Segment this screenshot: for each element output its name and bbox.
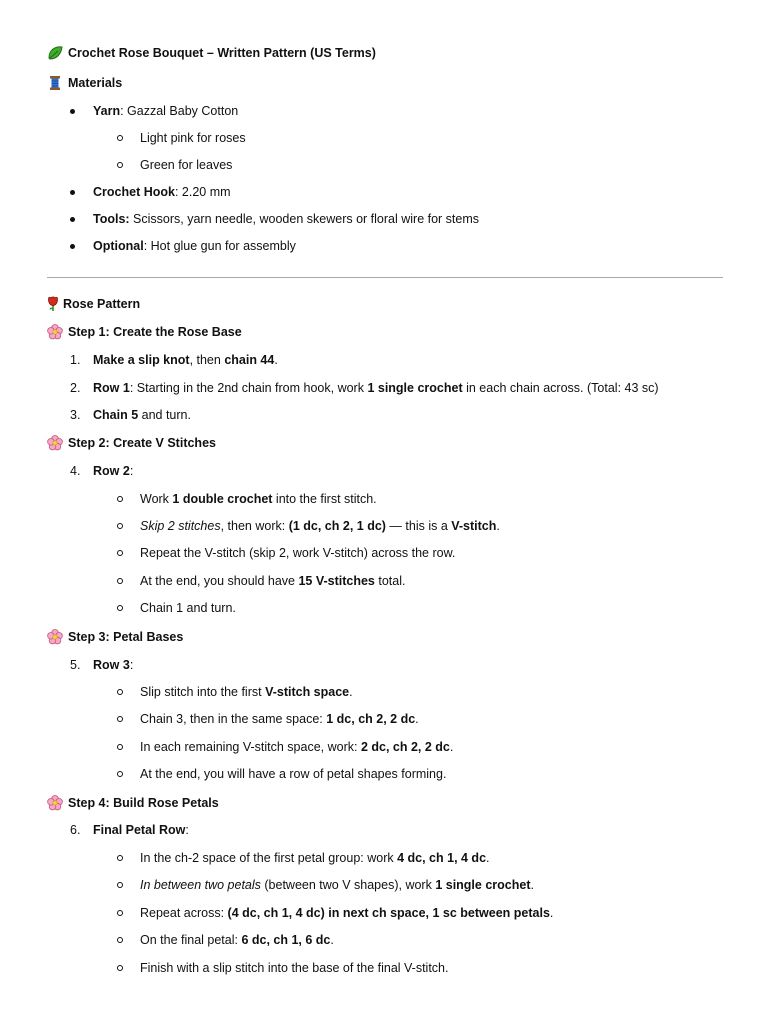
bold-text: chain 44 (224, 353, 275, 367)
text: . (530, 878, 534, 892)
text: total. (374, 574, 406, 588)
text: . (549, 906, 554, 920)
leaf-icon (47, 45, 63, 61)
sub-bullet (117, 496, 123, 502)
step-1-item-1 (70, 352, 278, 368)
step-4-heading-text: Step 4: Build Rose Petals (68, 796, 219, 810)
text: . (415, 712, 419, 726)
text: Repeat across: (140, 906, 228, 920)
list-item-tools (93, 211, 479, 227)
step-1-item-2 (70, 380, 659, 396)
step-1-item-3 (70, 407, 191, 423)
text: . (449, 740, 454, 754)
pink-flower-icon (47, 435, 63, 451)
step-2-sub-5 (140, 600, 236, 616)
optional-value: : Hot glue gun for assembly (143, 239, 296, 253)
text: : Starting in the 2nd chain from hook, work (129, 381, 368, 395)
step-2-heading (47, 435, 216, 451)
rose-icon (47, 296, 59, 312)
step-3-heading-text: Step 3: Petal Bases (68, 630, 184, 644)
list-item-optional (93, 238, 296, 254)
text: in each chain across. (Total: 43 sc) (462, 381, 659, 395)
step-2-sub-2 (140, 518, 500, 534)
yarn-value: : Gazzal Baby Cotton (120, 104, 239, 118)
bold-text: Row 2 (93, 464, 130, 478)
horizontal-rule (47, 277, 723, 278)
step-3-sub-4 (140, 766, 446, 782)
bold-text: V-stitch space (265, 685, 350, 699)
bullet (70, 109, 75, 114)
item-number: 6. (70, 823, 81, 837)
step-3-sub-1 (140, 684, 353, 700)
step-2-item-4 (70, 463, 134, 479)
step-2-sub-1 (140, 491, 377, 507)
list-subitem-green (140, 157, 232, 173)
text: : (129, 464, 134, 478)
bold-text: 4 dc, ch 1, 4 dc (397, 851, 487, 865)
item-number: 2. (70, 381, 81, 395)
text: . (349, 685, 353, 699)
bold-text: V-stitch (451, 519, 497, 533)
text: Finish with a slip stitch into the base of the final V-stitch. (140, 961, 449, 975)
step-3-heading (47, 629, 183, 645)
step-1-heading (47, 324, 242, 340)
item-number: 5. (70, 658, 81, 672)
text: into the first stitch. (272, 492, 377, 506)
step-4-item-6 (70, 822, 189, 838)
sub-bullet (117, 937, 123, 943)
text: , then work: (220, 519, 289, 533)
bullet (70, 190, 75, 195)
step-4-heading (47, 795, 219, 811)
bold-text: Final Petal Row (93, 823, 186, 837)
sub-bullet (117, 550, 123, 556)
sub-bullet (117, 910, 123, 916)
sub-bullet (117, 162, 123, 168)
sub-bullet (117, 135, 123, 141)
sub-bullet (117, 771, 123, 777)
bold-text: 1 double crochet (172, 492, 273, 506)
text: : (129, 658, 134, 672)
thread-spool-icon (47, 75, 63, 91)
text: In each remaining V-stitch space, work: (140, 740, 361, 754)
bold-text: Row 1 (93, 381, 130, 395)
title-text: Crochet Rose Bouquet – Written Pattern (US Terms) (68, 46, 376, 60)
text: (between two V shapes), work (260, 878, 436, 892)
pink-flower-icon (47, 795, 63, 811)
text: Slip stitch into the first (140, 685, 266, 699)
list-item-yarn (93, 103, 238, 119)
step-4-sub-4 (140, 932, 334, 948)
subitem-text: Light pink for roses (140, 131, 246, 145)
hook-value: : 2.20 mm (174, 185, 231, 199)
sub-bullet (117, 578, 123, 584)
text: Repeat the V-stitch (skip 2, work V-stitch) across the row. (140, 546, 456, 560)
text: On the final petal: (140, 933, 242, 947)
sub-bullet (117, 605, 123, 611)
sub-bullet (117, 744, 123, 750)
text: and turn. (138, 408, 191, 422)
step-3-sub-3 (140, 739, 453, 755)
text: . (274, 353, 278, 367)
materials-heading-text: Materials (68, 76, 123, 90)
text: In the ch-2 space of the first petal group: work (140, 851, 398, 865)
bullet (70, 244, 75, 249)
list-subitem-light-pink (140, 130, 246, 146)
sub-bullet (117, 523, 123, 529)
bold-text: (1 dc, ch 2, 1 dc) (288, 519, 386, 533)
italic-text: In between two petals (140, 878, 261, 892)
bullet (70, 217, 75, 222)
text: At the end, you should have (140, 574, 299, 588)
italic-text: Skip 2 stitches (140, 519, 221, 533)
text: — this is a (385, 519, 452, 533)
bold-text: 1 dc, ch 2, 2 dc (326, 712, 416, 726)
text: . (496, 519, 500, 533)
step-3-sub-2 (140, 711, 419, 727)
hook-label: Crochet Hook (93, 185, 175, 199)
text: Work (140, 492, 173, 506)
subitem-text: Green for leaves (140, 158, 233, 172)
item-number: 4. (70, 464, 81, 478)
sub-bullet (117, 965, 123, 971)
item-number: 1. (70, 353, 81, 367)
bold-text: Make a slip knot (93, 353, 190, 367)
bold-text: 15 V-stitches (298, 574, 375, 588)
step-2-sub-3 (140, 545, 455, 561)
step-2-sub-4 (140, 573, 405, 589)
sub-bullet (117, 855, 123, 861)
text: Chain 3, then in the same space: (140, 712, 327, 726)
optional-label: Optional (93, 239, 144, 253)
step-4-sub-1 (140, 850, 490, 866)
bold-text: 2 dc, ch 2, 2 dc (360, 740, 450, 754)
step-4-sub-5 (140, 960, 448, 976)
bold-text: Row 3 (93, 658, 130, 672)
text: , then (189, 353, 225, 367)
text: Chain 1 and turn. (140, 601, 236, 615)
sub-bullet (117, 689, 123, 695)
bold-text: 1 single crochet (367, 381, 463, 395)
sub-bullet (117, 882, 123, 888)
step-2-heading-text: Step 2: Create V Stitches (68, 436, 216, 450)
list-item-hook (93, 184, 231, 200)
bold-text: Chain 5 (93, 408, 139, 422)
step-4-sub-3 (140, 905, 553, 921)
pink-flower-icon (47, 629, 63, 645)
tools-label: Tools: (93, 212, 130, 226)
pink-flower-icon (47, 324, 63, 340)
tools-value: Scissors, yarn needle, wooden skewers or floral wire for stems (129, 212, 480, 226)
rose-pattern-heading (47, 296, 140, 312)
step-3-item-5 (70, 657, 134, 673)
bold-text: 6 dc, ch 1, 6 dc (241, 933, 331, 947)
document-title (47, 45, 376, 61)
step-4-sub-2 (140, 877, 534, 893)
text: . (330, 933, 334, 947)
materials-heading (47, 75, 122, 91)
bold-text: 1 single crochet (435, 878, 531, 892)
text: : (185, 823, 189, 837)
text: At the end, you will have a row of petal shapes forming. (140, 767, 447, 781)
bold-text: (4 dc, ch 1, 4 dc) in next ch space, 1 sc between petals (227, 906, 550, 920)
yarn-label: Yarn (93, 104, 121, 118)
step-1-heading-text: Step 1: Create the Rose Base (68, 325, 242, 339)
rose-pattern-heading-text: Rose Pattern (63, 297, 141, 311)
item-number: 3. (70, 408, 81, 422)
sub-bullet (117, 716, 123, 722)
text: . (486, 851, 490, 865)
